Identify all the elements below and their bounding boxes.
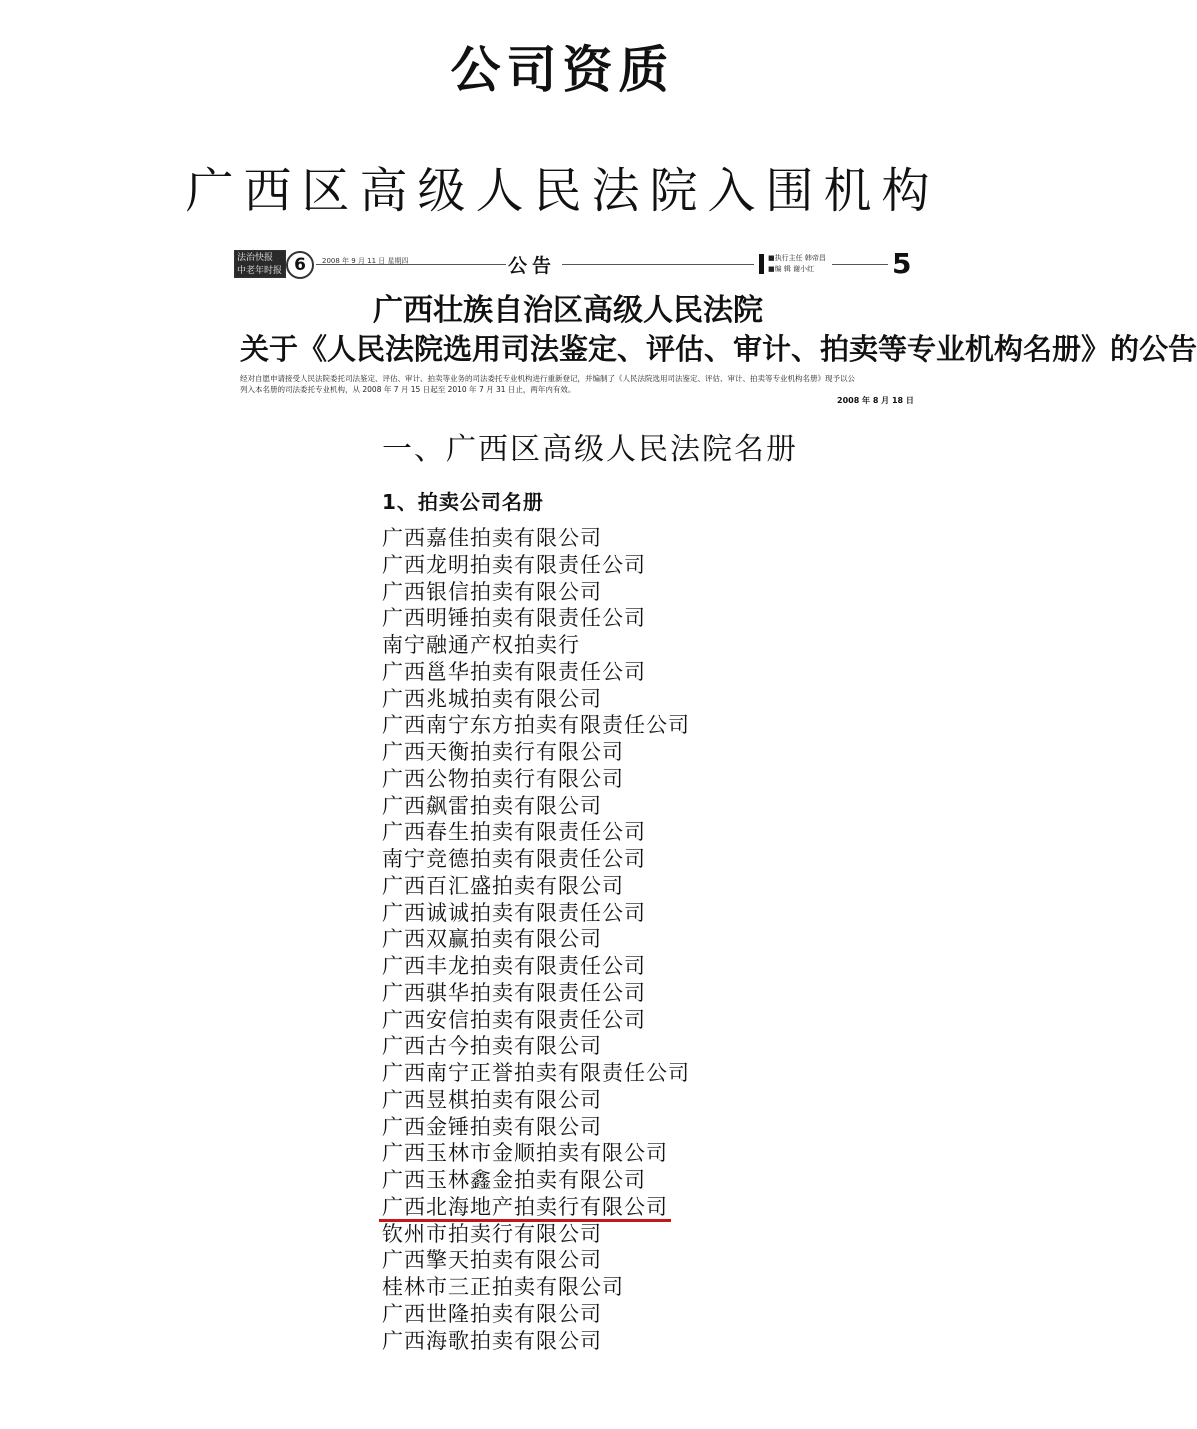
editor-line: ■编 辑 谢小红	[768, 265, 815, 273]
company-list	[382, 525, 690, 1354]
masthead-name-line1: 法治快报	[237, 253, 274, 263]
newspaper-editors	[768, 253, 826, 275]
company-list-item: 广西银信拍卖有限公司	[382, 579, 602, 604]
company-list-item: 广西玉林鑫金拍卖有限公司	[382, 1168, 646, 1192]
newspaper-section: 公告	[508, 255, 557, 277]
masthead-bar	[759, 254, 764, 274]
company-list-item: 广西昱棋拍卖有限公司	[382, 1087, 602, 1112]
masthead-divider	[562, 264, 754, 265]
sub-heading: 1、拍卖公司名册	[382, 490, 544, 514]
company-list-item: 广西公物拍卖行有限公司	[382, 766, 624, 791]
masthead-divider	[316, 264, 506, 265]
masthead-divider	[832, 264, 888, 265]
company-list-item: 广西双赢拍卖有限公司	[382, 927, 602, 952]
page-subtitle: 广西区高级人民法院入围机构	[185, 163, 940, 219]
company-list-item: 广西春生拍卖有限责任公司	[382, 820, 646, 845]
clipping-body	[240, 373, 940, 395]
newspaper-date: 2008 年 9 月 11 日 星期四	[322, 257, 409, 265]
company-list-item: 广西龙明拍卖有限责任公司	[382, 552, 646, 577]
newspaper-masthead-name	[234, 250, 286, 278]
page-title: 公司资质	[450, 41, 675, 99]
company-list-item: 广西骐华拍卖有限责任公司	[382, 980, 646, 1005]
newspaper-clipping	[232, 245, 1197, 405]
company-list-item: 广西玉林市金顺拍卖有限公司	[382, 1141, 668, 1166]
clipping-headline-2: 关于《人民法院选用司法鉴定、评估、审计、拍卖等专业机构名册》的公告	[240, 332, 1197, 366]
clipping-date: 2008 年 8 月 18 日	[837, 396, 914, 405]
clipping-body-line: 列入本名册的司法委托专业机构，从 2008 年 7 月 15 日起至 2010 年 7 月 31 日止，两年内有效。	[240, 385, 576, 394]
clipping-body-line: 经对自愿申请接受人民法院委托司法鉴定、评估、审计、拍卖等业务的司法委托专业机构进行重新登记，并编制了《人民法院选用司法鉴定、评估、审计、拍卖等专业机构名册》现予以公	[240, 374, 855, 383]
company-list-item: 广西明锤拍卖有限责任公司	[382, 606, 646, 631]
company-list-item: 广西邕华拍卖有限责任公司	[382, 659, 646, 684]
company-list-item: 广西嘉佳拍卖有限公司	[382, 526, 602, 550]
company-list-item: 广西诚诚拍卖有限责任公司	[382, 900, 646, 925]
company-list-item: 广西南宁正誉拍卖有限责任公司	[382, 1061, 690, 1085]
red-underline-mark	[379, 1219, 671, 1222]
editor-line: ■执行主任 韩帝昌	[768, 254, 826, 262]
company-list-item: 广西天衡拍卖行有限公司	[382, 740, 624, 764]
company-list-item: 广西擎天拍卖有限公司	[382, 1248, 602, 1273]
company-list-item: 广西丰龙拍卖有限责任公司	[382, 954, 646, 978]
clipping-headline: 广西壮族自治区高级人民法院	[373, 293, 763, 328]
company-list-item: 广西飙雷拍卖有限公司	[382, 793, 602, 818]
company-list-item: 钦州市拍卖行有限公司	[382, 1221, 602, 1246]
company-list-item: 广西海歌拍卖有限公司	[382, 1328, 602, 1353]
masthead-name-line2: 中老年时报	[237, 266, 283, 276]
company-list-item: 广西南宁东方拍卖有限责任公司	[382, 713, 690, 738]
newspaper-logo-icon: 6	[286, 251, 314, 279]
company-list-item: 广西兆城拍卖有限公司	[382, 686, 602, 711]
section-heading: 一、广西区高级人民法院名册	[382, 432, 798, 467]
company-list-item: 南宁竞德拍卖有限责任公司	[382, 847, 646, 871]
company-list-item: 广西北海地产拍卖行有限公司	[382, 1194, 668, 1219]
company-list-item: 南宁融通产权拍卖行	[382, 633, 580, 657]
company-list-item: 广西古今拍卖有限公司	[382, 1034, 602, 1059]
company-list-item: 广西安信拍卖有限责任公司	[382, 1007, 646, 1032]
company-list-item: 桂林市三正拍卖有限公司	[382, 1275, 624, 1299]
company-list-item: 广西金锤拍卖有限公司	[382, 1114, 602, 1139]
company-list-item: 广西世隆拍卖有限公司	[382, 1301, 602, 1326]
newspaper-page-number: 5	[892, 247, 912, 280]
company-list-item: 广西百汇盛拍卖有限公司	[382, 873, 624, 898]
